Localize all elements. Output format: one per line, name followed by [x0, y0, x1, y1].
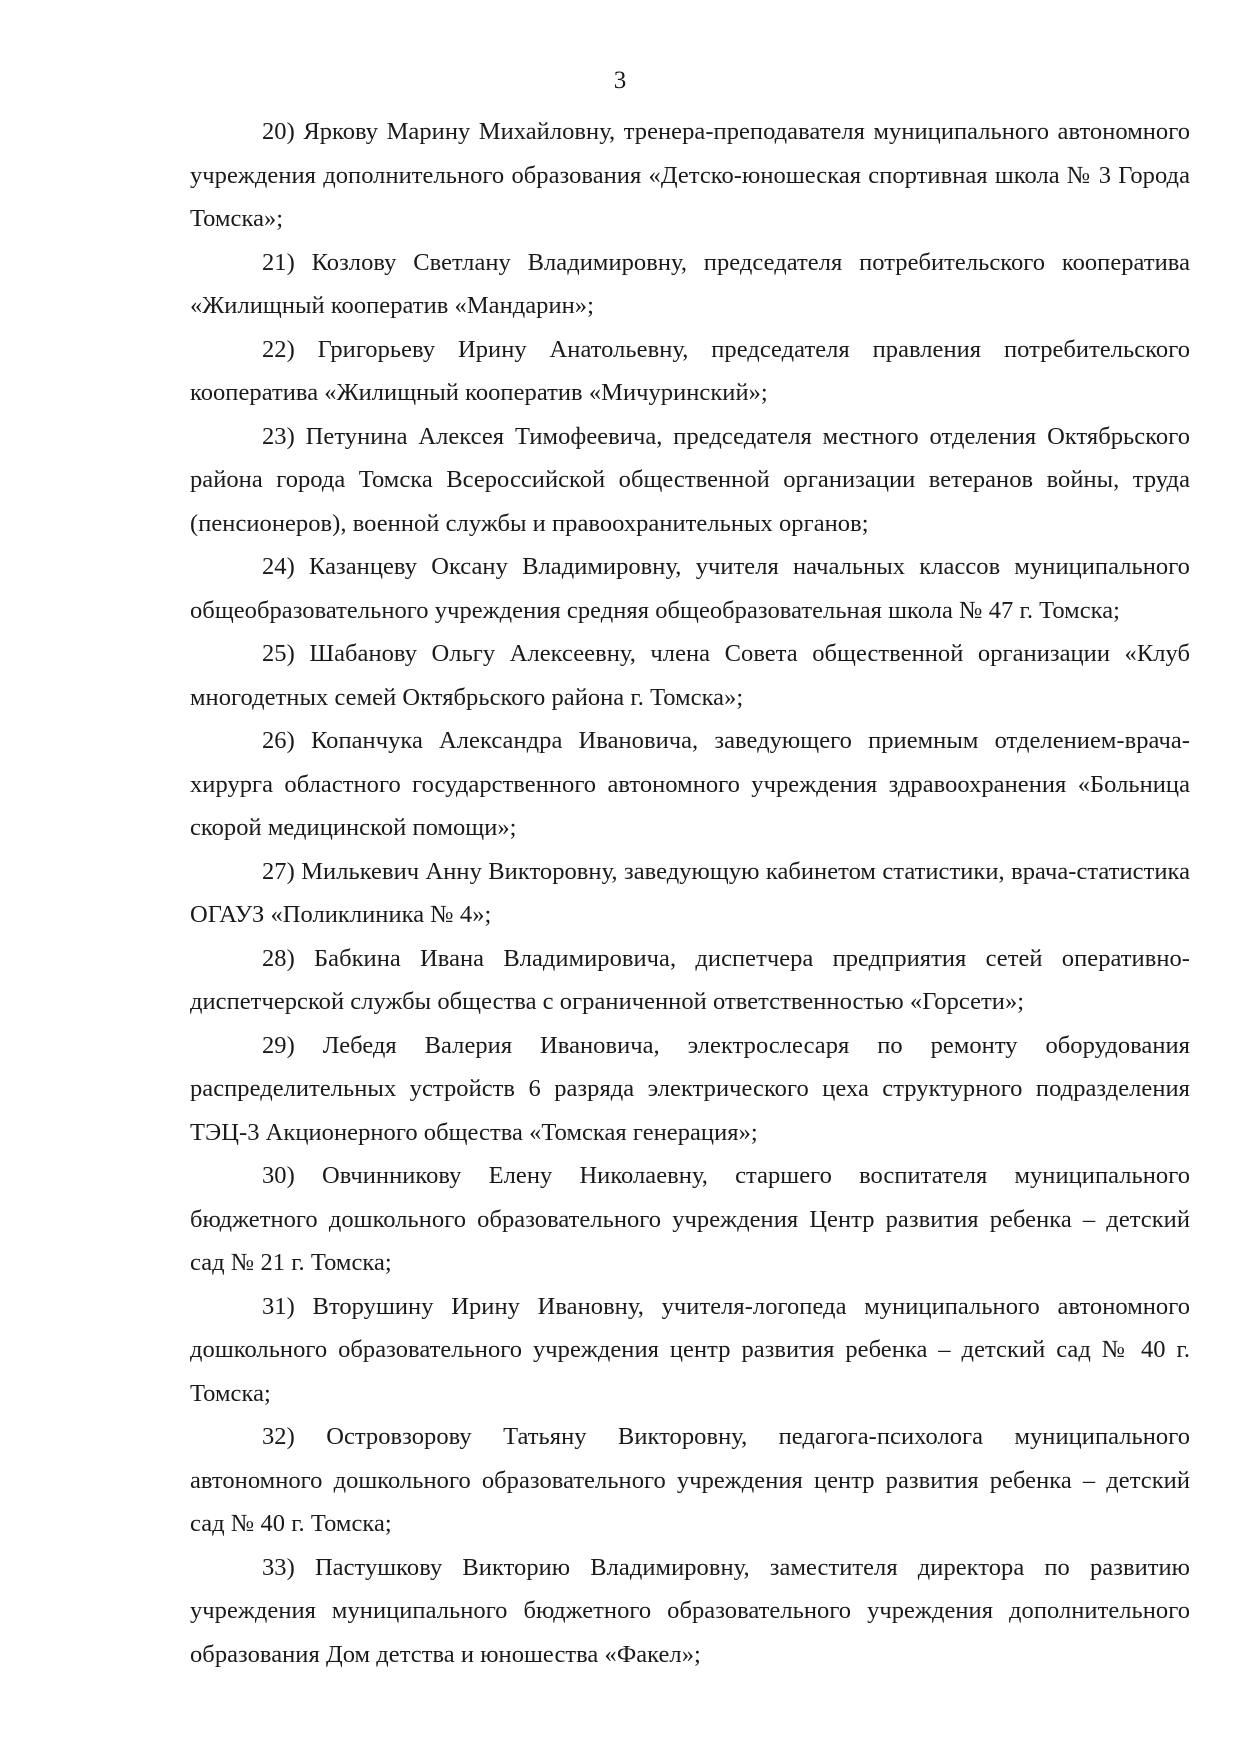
list-item: 30) Овчинникову Елену Николаевну, старшего воспитателя муниципального бюджетного дошкольного образовательного учреждения Центр развития ребенка – детский сад № 21 г. Томска; — [190, 1162, 1190, 1276]
list-item: 28) Бабкина Ивана Владимировича, диспетчера предприятия сетей оперативно-диспетчерской службы общества с ограниченной ответственностью «Горсети»; — [190, 944, 1190, 1015]
list-item: 21) Козлову Светлану Владимировну, председателя потребительского кооператива «Жилищный кооператив «Мандарин»; — [190, 248, 1190, 319]
list-item: 32) Островзорову Татьяну Викторовну, педагога-психолога муниципального автономного дошкольного образовательного учреждения центр развития ребенка – детский сад № 40 г. Томска; — [190, 1423, 1190, 1537]
list-item: 29) Лебедя Валерия Ивановича, электрослесаря по ремонту оборудования распределительных устройств 6 разряда электрического цеха структурного подразделения ТЭЦ-3 Акционерного общества «Томская генерация»; — [190, 1031, 1190, 1146]
award-list — [190, 110, 1190, 1676]
list-item: 23) Петунина Алексея Тимофеевича, председателя местного отделения Октябрьского района города Томска Всероссийской общественной организации ветеранов войны, труда (пенсионеров), военной службы и правоохранительных органов; — [190, 422, 1190, 537]
page-number: 3 — [613, 67, 627, 94]
list-item: 31) Вторушину Ирину Ивановну, учителя-логопеда муниципального автономного дошкольного образовательного учреждения центр развития ребенка – детский сад № 40 г. Томска; — [190, 1292, 1190, 1407]
list-item: 25) Шабанову Ольгу Алексеевну, члена Совета общественной организации «Клуб многодетных семей Октябрьского района г. Томска»; — [190, 640, 1190, 711]
list-item: 20) Яркову Марину Михайловну, тренера-преподавателя муниципального автономного учреждения дополнительного образования «Детско-юношеская спортивная школа № 3 Города Томска»; — [190, 118, 1190, 232]
list-item: 26) Копанчука Александра Ивановича, заведующего приемным отделением-врача-хирурга областного государственного автономного учреждения здравоохранения «Больница скорой медицинской помощи»; — [190, 727, 1190, 841]
list-item: 22) Григорьеву Ирину Анатольевну, председателя правления потребительского кооператива «Жилищный кооператив «Мичуринский»; — [190, 335, 1190, 406]
list-item: 24) Казанцеву Оксану Владимировну, учителя начальных классов муниципального общеобразовательного учреждения средняя общеобразовательная школа № 47 г. Томска; — [190, 553, 1190, 624]
list-item: 27) Милькевич Анну Викторовну, заведующую кабинетом статистики, врача-статистика ОГАУЗ «Поликлиника № 4»; — [190, 857, 1190, 928]
list-item: 33) Пастушкову Викторию Владимировну, заместителя директора по развитию учреждения муниципального бюджетного образовательного учреждения дополнительного образования Дом детства и юношества «Факел»; — [190, 1553, 1190, 1668]
